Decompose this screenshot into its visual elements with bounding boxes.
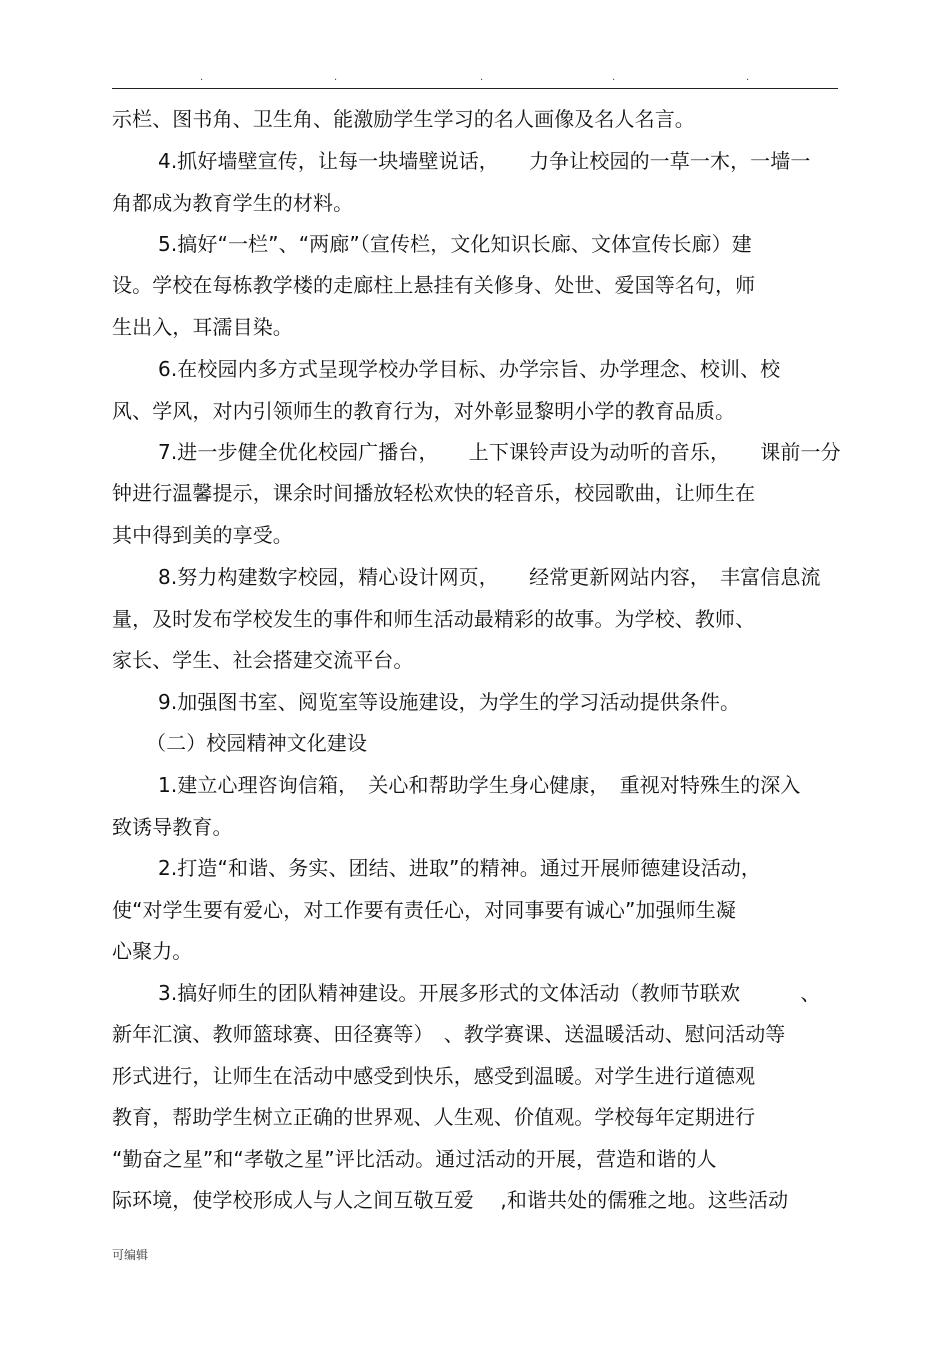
text-line: 4.抓好墙壁宣传，让每一块墙壁说话， 力争让校园的一草一木，一墙一 xyxy=(158,149,811,173)
text-line: 际环境，使学校形成人与人之间互敬互爱 ,和谐共处的儒雅之地。这些活动 xyxy=(112,1188,789,1212)
text-line: 1.建立心理咨询信箱， 关心和帮助学生身心健康， 重视对特殊生的深入 xyxy=(158,773,801,797)
text-line: 6.在校园内多方式呈现学校办学目标、办学宗旨、办学理念、校训、校 xyxy=(158,357,781,381)
text-line: 角都成为教育学生的材料。 xyxy=(112,191,354,215)
text-line: 示栏、图书角、卫生角、能激励学生学习的名人画像及名人名言。 xyxy=(112,107,695,131)
text-line: 致诱导教育。 xyxy=(112,815,233,839)
text-line: 5.搞好“一栏”、“两廊”（宣传栏，文化知识长廊、文体宣传长廊）建 xyxy=(158,232,752,256)
text-line: 2.打造“和谐、务实、团结、进取”的精神。通过开展师德建设活动， xyxy=(158,856,762,880)
text-line: 教育，帮助学生树立正确的世界观、人生观、价值观。学校每年定期进行 xyxy=(112,1105,756,1129)
text-line: 量，及时发布学校发生的事件和师生活动最精彩的故事。为学校、教师、 xyxy=(112,607,756,631)
header-rule xyxy=(112,88,838,89)
text-line: 3.搞好师生的团队精神建设。开展多形式的文体活动（教师节联欢 、 xyxy=(158,981,821,1005)
text-line: “勤奋之星”和“孝敬之星”评比活动。通过活动的开展，营造和谐的人 xyxy=(112,1147,717,1171)
text-line: 9.加强图书室、阅览室等设施建设，为学生的学习活动提供条件。 xyxy=(158,690,741,714)
header-dot: . xyxy=(334,72,338,83)
text-line: 使“对学生要有爱心，对工作要有责任心，对同事要有诚心”加强师生凝 xyxy=(112,898,736,922)
text-line: 新年汇演、教师篮球赛、田径赛等） 、教学赛课、送温暖活动、慰问活动等 xyxy=(112,1022,786,1046)
section-heading: （二）校园精神文化建设 xyxy=(146,731,368,755)
text-line: 其中得到美的享受。 xyxy=(112,523,293,547)
text-line: 风、学风，对内引领师生的教育行为，对外彰显黎明小学的教育品质。 xyxy=(112,399,736,423)
text-line: 家长、学生、社会搭建交流平台。 xyxy=(112,648,414,672)
text-line: 7.进一步健全优化校园广播台， 上下课铃声设为动听的音乐， 课前一分 xyxy=(158,440,841,464)
header-dot: . xyxy=(746,72,750,83)
header-dot: . xyxy=(612,72,616,83)
text-line: 钟进行温馨提示，课余时间播放轻松欢快的轻音乐，校园歌曲，让师生在 xyxy=(112,481,756,505)
text-line: 生出入，耳濡目染。 xyxy=(112,315,293,339)
text-line: 设。学校在每栋教学楼的走廊柱上悬挂有关修身、处世、爱国等名句，师 xyxy=(112,273,756,297)
text-line: 8.努力构建数字校园，精心设计网页， 经常更新网站内容， 丰富信息流 xyxy=(158,565,821,589)
header-dot: . xyxy=(480,72,484,83)
text-line: 心聚力。 xyxy=(112,939,193,963)
header-dot: . xyxy=(200,72,204,83)
text-line: 形式进行，让师生在活动中感受到快乐，感受到温暖。对学生进行道德观 xyxy=(112,1064,756,1088)
footer-label: 可编辑 xyxy=(112,1248,149,1262)
page-header-dots xyxy=(112,70,838,86)
